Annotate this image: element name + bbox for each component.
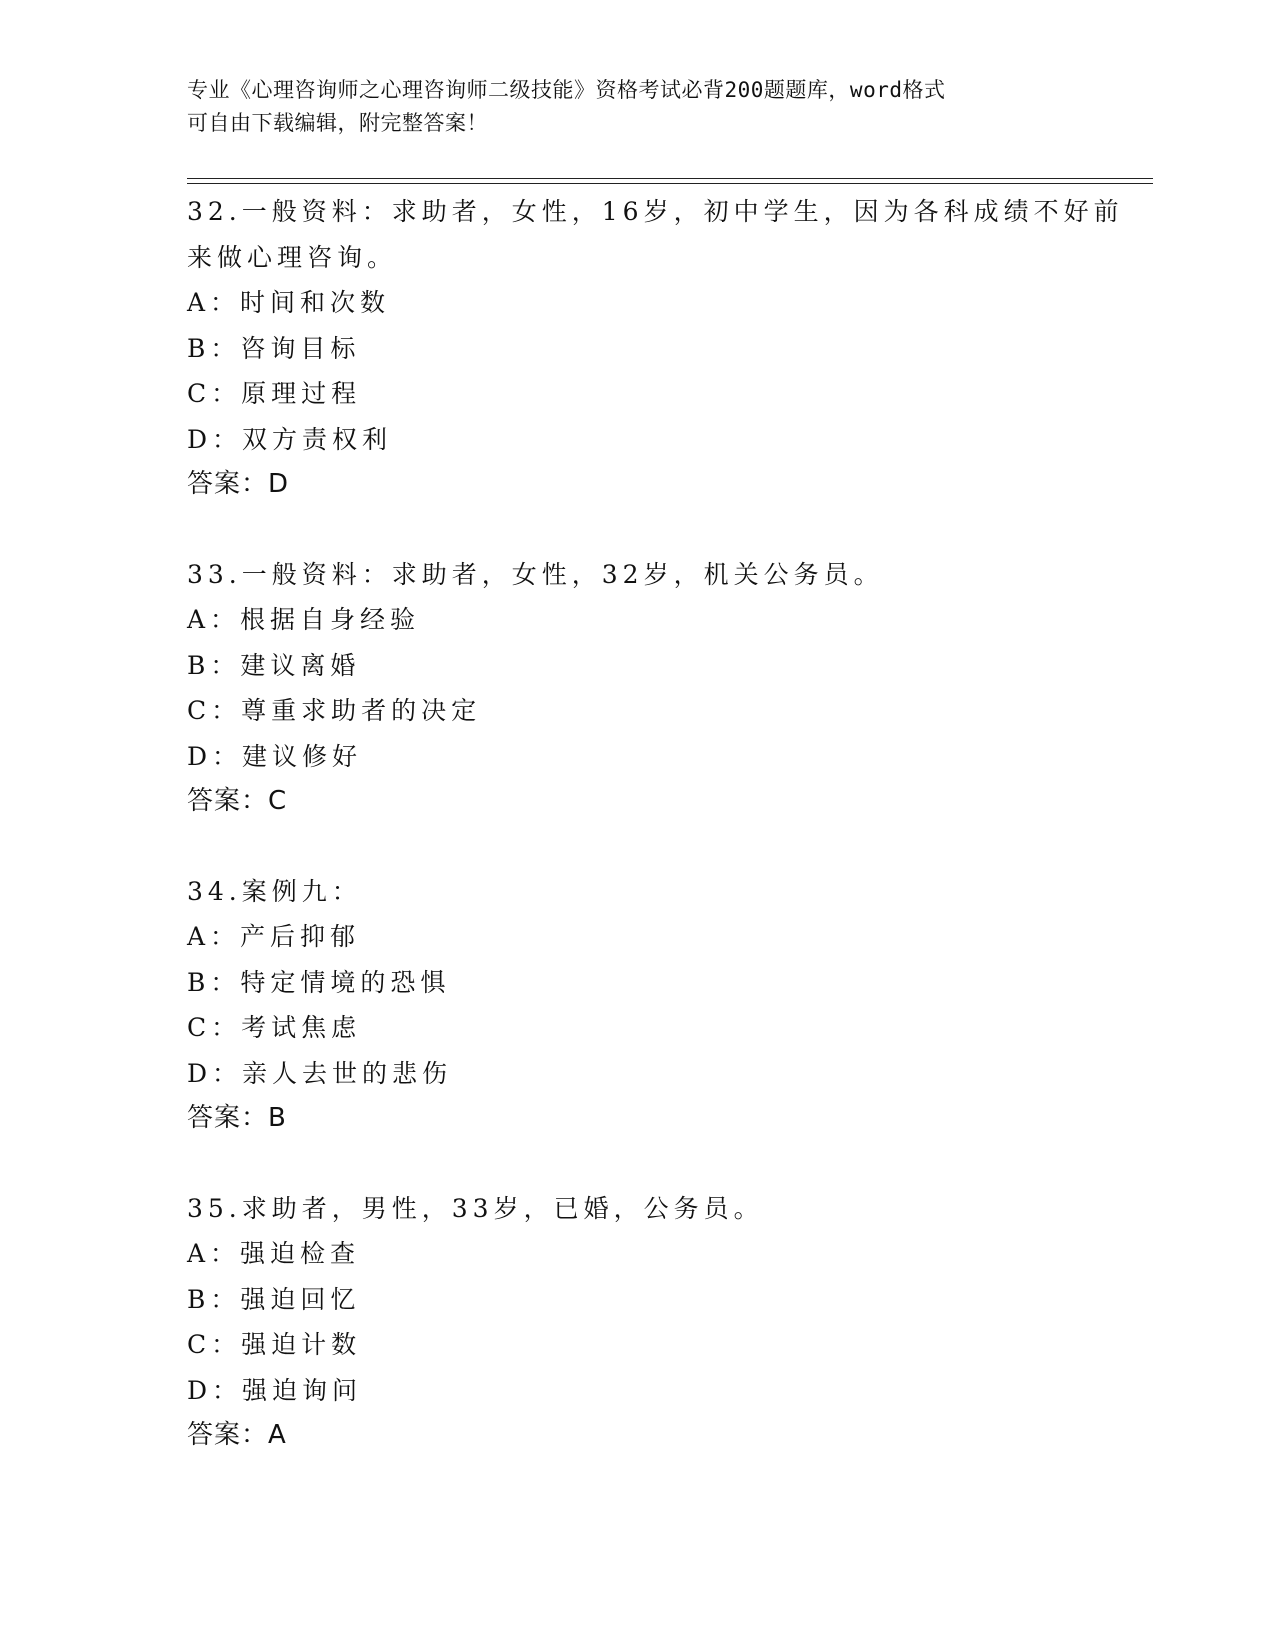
option-a: A：时间和次数: [187, 288, 391, 317]
option-d: D：强迫询问: [187, 1375, 363, 1405]
option-d: D：亲人去世的悲伤: [187, 1058, 453, 1088]
option-b: B：特定情境的恐惧: [187, 967, 451, 997]
header-line-1: 专业《心理咨询师之心理咨询师二级技能》资格考试必背200题题库，word格式: [187, 78, 946, 102]
option-a: A：产后抑郁: [187, 922, 361, 951]
question-35: [187, 1186, 1087, 1459]
header-divider-top: [187, 178, 1153, 179]
header-line-2: 可自由下载编辑，附完整答案！: [187, 111, 488, 135]
question-stem-line: 来做心理咨询。: [187, 242, 398, 272]
question-stem-line: 32.一般资料：求助者，女性，16岁，初中学生，因为各科成绩不好前: [187, 197, 1124, 226]
option-a: A：强迫检查: [187, 1239, 361, 1268]
header-divider-bottom: [187, 183, 1153, 184]
question-stem-line: 33.一般资料：求助者，女性，32岁，机关公务员。: [187, 559, 884, 589]
question-stem-line: 35.求助者，男性，33岁，已婚，公务员。: [187, 1193, 764, 1223]
option-d: D：建议修好: [187, 741, 363, 771]
option-a: A：根据自身经验: [187, 605, 421, 634]
question-list: [187, 189, 1124, 1503]
answer-label: 答案：A: [187, 1420, 287, 1450]
option-b: B：咨询目标: [187, 333, 361, 363]
option-c: C：尊重求助者的决定: [187, 696, 482, 725]
option-c: C：强迫计数: [187, 1330, 362, 1359]
question-33: [187, 552, 1087, 825]
answer-label: 答案：C: [187, 786, 288, 816]
option-b: B：建议离婚: [187, 650, 361, 680]
question-stem-line: 34.案例九：: [187, 876, 362, 906]
option-d: D：双方责权利: [187, 424, 393, 454]
answer-label: 答案：B: [187, 1103, 287, 1133]
answer-label: 答案：D: [187, 469, 290, 499]
document-header: [187, 74, 1067, 140]
question-32: [187, 189, 1124, 508]
option-c: C：考试焦虑: [187, 1013, 362, 1042]
option-b: B：强迫回忆: [187, 1284, 361, 1314]
option-c: C：原理过程: [187, 379, 362, 408]
question-34: [187, 869, 1087, 1142]
